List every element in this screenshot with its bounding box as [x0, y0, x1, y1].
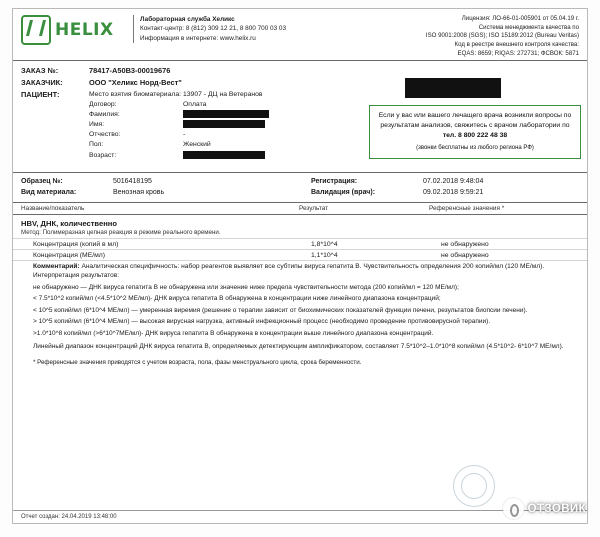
order-number-row — [21, 66, 579, 75]
lab-contact-info — [133, 15, 364, 43]
callout-note: (звонки бесплатны из любого региона РФ) — [416, 144, 534, 151]
watermark — [503, 498, 586, 519]
patient-field-row — [89, 90, 579, 100]
doctor-contact-callout — [369, 105, 581, 159]
comment-intro: Аналитическая специфичность: набор реагентов выявляет все субтипы вируса гепатита В. Чувствительность определения 200 копий/мл (120 МЕ/мл). — [81, 263, 545, 270]
helix-logo-text: HELIX — [55, 20, 114, 40]
result-reference: не обнаружено — [441, 240, 489, 248]
interpretation-title: Интерпретация результатов: — [33, 272, 120, 279]
license-line-1: Лицензия: ЛО-66-01-005901 от 05.04.19 г. — [461, 15, 579, 22]
license-info — [364, 15, 579, 58]
field-value: Оплата — [183, 100, 207, 108]
watermark-text: ОТЗОВИК — [527, 502, 586, 515]
order-number-label: ЗАКАЗ №: — [21, 66, 59, 75]
interpretation-block — [13, 271, 587, 353]
table-row — [13, 238, 587, 249]
sample-block — [13, 173, 587, 203]
lab-name: Лабораторная служба Хеликс — [140, 16, 235, 23]
sample-row — [21, 188, 311, 199]
sample-right — [311, 177, 579, 198]
material-type-label: Вид материала: — [21, 188, 77, 196]
customer-value: ООО "Хеликс Норд-Вест" — [89, 77, 182, 87]
customer-label: ЗАКАЗЧИК: — [21, 77, 63, 87]
stamp-mark — [453, 465, 495, 507]
interpretation-item: не обнаружено — ДНК вируса гепатита В не обнаружена или значение ниже предела чувствительности метода (200 копий/мл = 120 МЕ/мл); — [33, 283, 459, 291]
method-label: Метод: — [21, 229, 41, 236]
test-title: HBV, ДНК, количественно — [21, 219, 118, 228]
helix-logo — [21, 15, 133, 45]
redaction-bar-header — [405, 78, 501, 98]
sample-row — [21, 177, 311, 188]
interpretation-item: < 7.5*10^2 копий/мл (<4.5*10^2 МЕ/мл)- ДНК вируса гепатита В обнаружена в концентрации ниже линейного диапазона концентраций; — [33, 295, 441, 303]
registration-value: 07.02.2018 9:48:04 — [423, 178, 484, 185]
column-header-result: Результат — [299, 205, 329, 212]
material-type-value: Венозная кровь — [113, 188, 165, 196]
redaction-bar — [183, 151, 265, 159]
linear-range-note: Линейный диапазон концентраций ДНК вируса гепатита В, определяемых детектирующим амплификатором, составляет 7.5*10^2–1.0*10^8 копий/мл (4.5*10^2- 6*10^7 МЕ/мл). — [33, 343, 564, 351]
field-key: Возраст: — [89, 151, 117, 159]
watermark-icon — [503, 498, 524, 519]
result-name: Концентрация (МЕ/мл) — [33, 251, 106, 259]
field-value: - — [183, 131, 186, 139]
callout-text: Если у вас или вашего лечащего врача возникли вопросы по результатам анализов, свяжитесь с врачом лаборатории по — [378, 112, 572, 130]
patient-label: ПАЦИЕНТ: — [21, 89, 60, 99]
sample-number-value: 5016418195 — [113, 178, 152, 185]
validation-value: 09.02.2018 9:59:21 — [423, 188, 484, 196]
column-header-reference: Референсные значения * — [429, 205, 505, 212]
license-line-2: Система менеджмента качества по — [478, 23, 579, 31]
order-number-value: 78417-A50B3-00019676 — [89, 66, 171, 75]
reference-footnote: * Референсные значения приводятся с учетом возраста, пола, фазы менструального цикла, срока беременности. — [33, 358, 362, 366]
method-value: Полимеразная цепная реакция в режиме реального времени. — [42, 229, 221, 236]
lab-website: Информация в интернете: www.helix.ru — [140, 34, 256, 42]
callout-phone: тел. 8 800 222 48 38 — [442, 132, 508, 140]
registration-label: Регистрация: — [311, 178, 358, 185]
result-value: 1,8*10^4 — [311, 240, 338, 248]
license-line-5: EQAS: 8659; RIQAS: 272731; ФСВОК: 5871 — [457, 49, 579, 57]
helix-logo-icon — [21, 15, 51, 45]
interpretation-item: >1.0*10^8 копий/мл (>6*10^7МЕ/мл)- ДНК вируса гепатита В обнаружена в концентрации выше линейного диапазона концентраций. — [33, 329, 434, 337]
order-block — [13, 61, 587, 173]
field-key: Фамилия: — [89, 110, 120, 118]
field-key: Место взятия биоматериала: — [89, 90, 182, 98]
table-row — [13, 249, 587, 260]
lab-report — [12, 8, 588, 524]
test-method — [13, 229, 587, 238]
field-value: Женский — [183, 141, 211, 149]
interpretation-item: > 10^5 копий/мл (6*10^4 МЕ/мл) — высокая вирусная нагрузка, активный инфекционный процесс (необходимо проведение противовирусной терапии). — [33, 318, 491, 326]
result-reference: не обнаружено — [441, 251, 489, 259]
results-table-header — [13, 203, 587, 215]
sample-left — [21, 177, 311, 198]
redaction-bar — [183, 110, 269, 118]
field-value: 13907 - ДЦ на Ветеранов — [183, 90, 263, 98]
interpretation-item: < 10^5 копий/мл (6*10^4 МЕ/мл) — умеренная виремия (решение о терапии зависит от биохимических показателей функции печени, результатов биопсии печени). — [33, 306, 528, 314]
sample-number-label: Образец №: — [21, 178, 63, 185]
validation-row — [311, 188, 579, 199]
comment-row — [13, 260, 587, 271]
field-key: Отчество: — [89, 131, 121, 139]
lab-contact-center: Контакт-центр: 8 (812) 309 12 21, 8 800 700 03 03 — [140, 25, 287, 33]
column-header-name: Название/показатель — [21, 205, 85, 212]
field-key: Договор: — [89, 100, 117, 108]
validation-label: Валидация (врач): — [311, 188, 376, 196]
redaction-bar — [183, 120, 265, 128]
registration-row — [311, 177, 579, 188]
report-footer: Отчет создан: 24.04.2019 13:48:00 — [13, 510, 587, 523]
license-line-3: ISO 9001:2008 (SGS); ISO 15189:2012 (Bureau Veritas) — [425, 32, 579, 40]
result-value: 1,1*10^4 — [311, 251, 338, 259]
field-key: Имя: — [89, 121, 105, 129]
field-key: Пол: — [89, 141, 104, 149]
comment-label: Комментарий: — [33, 263, 80, 270]
license-line-4: Код в реестре внешнего контроля качества: — [454, 40, 579, 48]
result-name: Концентрация (копий в мл) — [33, 240, 119, 248]
report-header — [13, 9, 587, 61]
